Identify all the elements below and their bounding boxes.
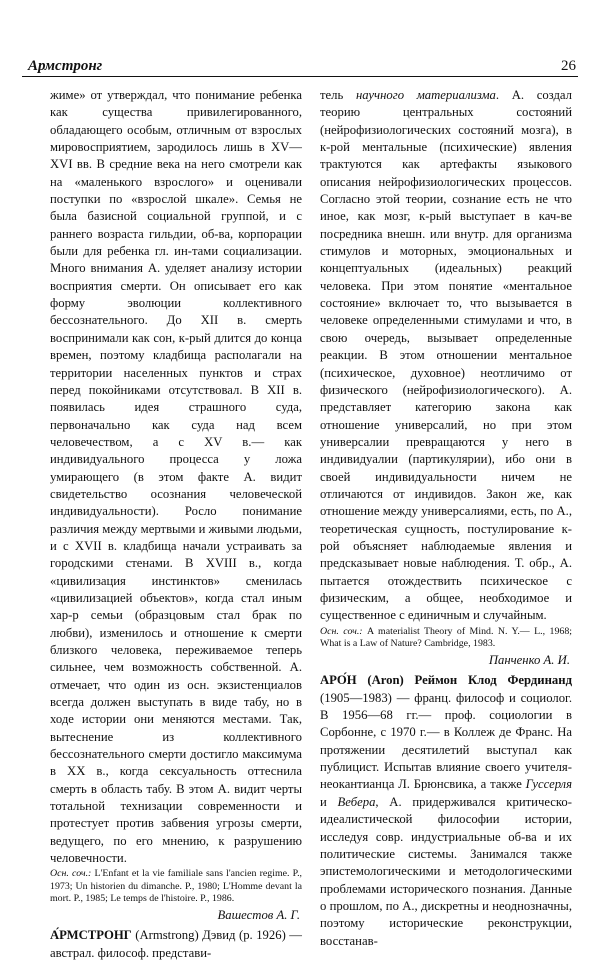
text-run: тель xyxy=(320,88,356,102)
entry-headword: АРО́Н xyxy=(320,673,357,688)
text-run: . А. создал теорию центральных состояний (нейрофизиологических состояний мозга), в к-рой ментальные (психические) явления трактуются как артефакты языкового описания нейрофизиологических процессов. Согласно этой теории, сознание есть не что иное, как мозг, к-рый выступает в кач-ве посредника внешн. или внутр. для организма стимулов и моторных, эмоциональных и концептуальных (идеальных) реакций человека. При этом понятие «ментальное состояние» включает то, что вызывается в человеке определенными стимулами и что, в свою очередь, вызывает определенные реакции. В этом отношении ментальное (психическое, духовное) неотличимо от физического (нейрофизиологического). А. представляет категорию закона как отношение универсалий, но при этом универсалии превращаются у него в индивидуалии (партикулярии), ибо они в своей индивидуальности ничем не отличаются от индивидов. Закон же, как отношение между универсалиями, есть, по А., теоретическая сущность, постулирование к-рой объясняет наблюдаемые явления и предсказывает новые наблюдения. Т. обр., А. пытается отождествить психическое с физическим, а общее, необходимое и существенное с единичным и случайным. xyxy=(320,88,572,623)
left-column xyxy=(50,87,302,962)
references-label: Осн. соч.: xyxy=(320,625,363,637)
right-column xyxy=(320,87,572,950)
aries-text: жиме» от утверждал, что понимание ребенка как существа привилегированного, обладающего особым, отличным от взрослых мировосприятием, зародилось лишь в XV—XVI вв. В средние века на него смотрели как на «маленького взрослого» и оценивали поступки по «взрослой шкале». Семья не была базисной социальной группой, и с раннего возраста гильдии, об-ва, корпорации были для ребенка гл. ин-тами социализации. Много внимания А. уделяет анализу истории восприятия смерти. Он описывает его как форму эволюции коллективного бессознательного. До XII в. смерть воспринимали как сон, к-рый длится до конца времен, поэтому кладбища располагали на территории населенных пунктов и страх перед покойниками отсутствовал. В XII в. появилась идея страшного суда, первоначально как суда над всем человечеством, а с XV в.— как индивидуального процесса у ложа умирающего (в этом факте А. видит свидетельство осознания человеческой индивидуальности). Росло понимание различия между мертвыми и живыми людьми, и с XVII в. кладбища начали устраивать за городскими стенами. В XVIII в., когда «цивилизация инстинктов» сменилась «цивилизацией объектов», когда стал иным хар-р семьи (образцовым стал брак по любви), изменилось и отношение к смерти близкого человека, переживаемое теперь сильнее, чем возможность собственной. А. отмечает, что один из осн. экзистенциалов всегда должен выступать в виде табу, но в ходе истории они меняются местами. Так, вытеснение из коллективного бессознательного смерти достигло максимума в XX в., когда сексуальность оттеснила смерть в область табу. В этом А. видит черты тотальной технизации современности и протестует против забвения угрозы смерти, ведущего, по его мнению, к разрушению человечности. xyxy=(50,88,302,866)
text-run: (1905—1983) — франц. философ и социолог. В 1956—68 гг.— проф. социологии в Сорбонне, с 1970 г.— в Коллеж де Франс. На протяжении десятилетий выступал как публицист. Испытав влияние своего учителя-неокантианца Л. Брюнсвика, а также xyxy=(320,690,572,792)
text-run: и xyxy=(320,794,338,809)
references-text: L'Enfant et la vie familiale sans l'ancien regime. P., 1973; Un historien du dimanche. P., 1980; L'Homme devant la mort. P., 1985; Le temps de l'histoire. P., 1986. xyxy=(50,868,303,904)
aron-entry xyxy=(320,672,572,950)
cross-reference: Гуссерля xyxy=(525,777,572,792)
entry-text: (Armstrong) Дэвид (р. 1926) — австрал. философ. представи- xyxy=(50,928,302,960)
cross-reference: Вебера xyxy=(337,794,376,809)
author-signature: Вашестов А. Г. xyxy=(217,908,300,923)
entry-headword: А́РМСТРОНГ xyxy=(50,928,132,943)
references-label: Осн. соч.: xyxy=(50,868,92,880)
armstrong-entry xyxy=(50,927,302,962)
page-number: 26 xyxy=(561,58,576,74)
aries-references xyxy=(50,868,302,905)
entry-fullname: (Aron) Реймон Клод Фердинанд xyxy=(356,673,572,688)
references-text: A materialist Theory of Mind. N. Y.— L., 1968; What is a Law of Nature? Cambridge, 1983. xyxy=(320,625,572,649)
header-rule xyxy=(22,76,578,77)
text-run: , А. придерживался критическо-идеалистической философии истории, исследуя совр. индустриальные об-ва и их политические системы. Занимался также эпистемологическими и методологическими проблемами исторического познания. Данные о прошлом, по А., дискретны и неоднозначны, поэтому исторические реконструкции, восстанав- xyxy=(320,794,572,948)
armstrong-references xyxy=(320,626,572,650)
author-signature: Панченко А. И. xyxy=(488,653,570,668)
page-header xyxy=(22,56,578,78)
cross-reference: научного материализма xyxy=(355,88,496,102)
running-head: Армстронг xyxy=(28,58,103,74)
armstrong-text xyxy=(320,87,572,625)
